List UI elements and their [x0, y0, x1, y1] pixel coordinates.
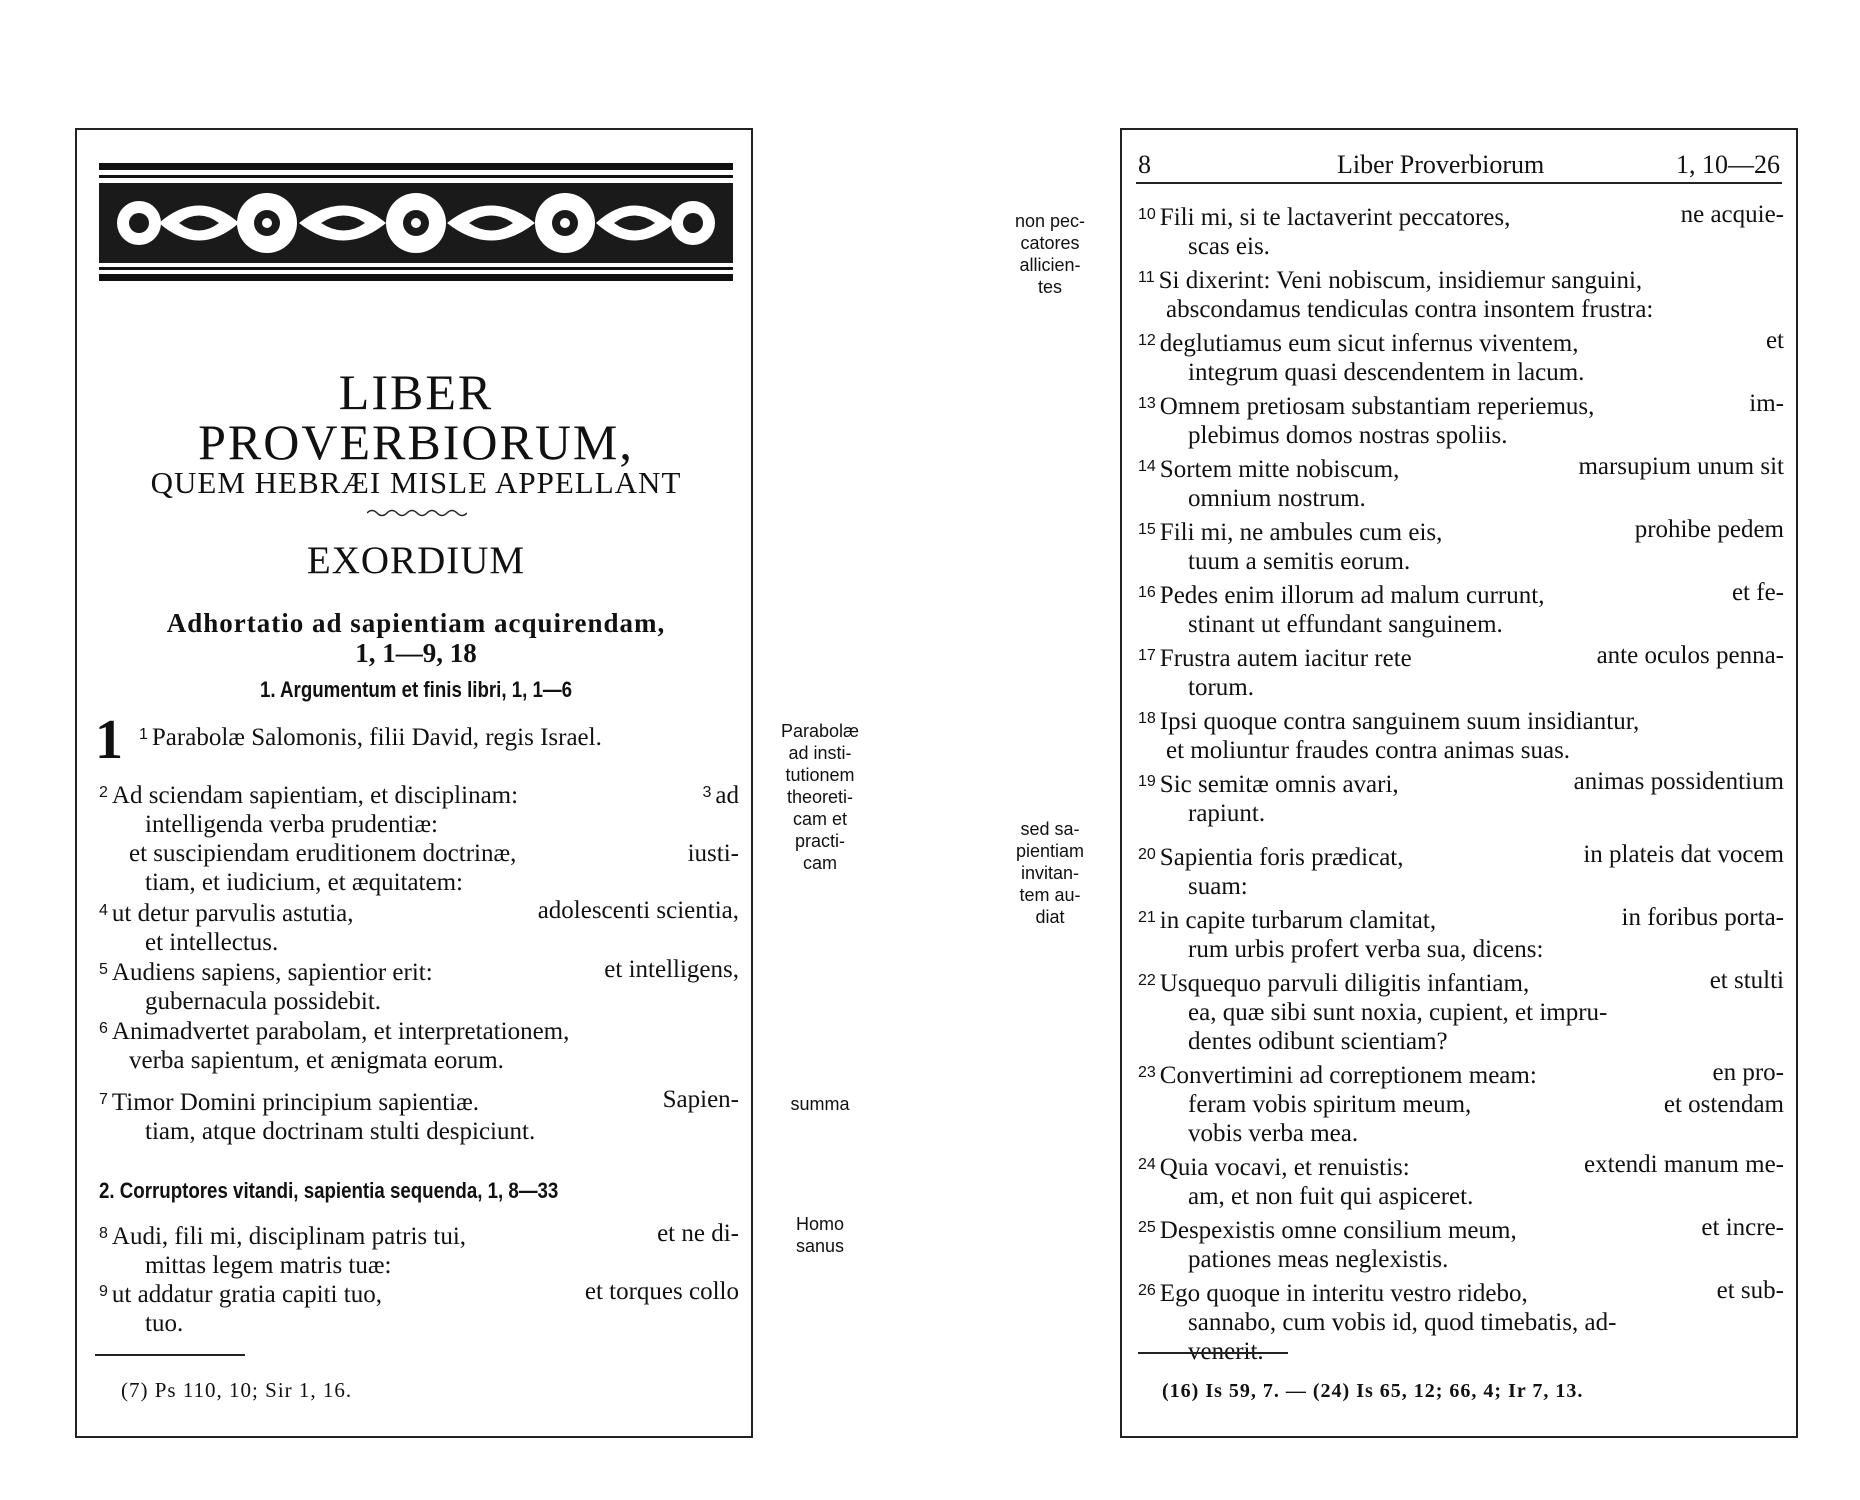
verse-line [1138, 421, 1784, 450]
verse-text: ea, quæ sibi sunt noxia, cupient, et impru- [1188, 999, 1608, 1026]
verse-text: animas possidentium [1573, 768, 1784, 795]
margin-note-line: summa [790, 1094, 850, 1114]
verse-text: et ostendam [1663, 1091, 1784, 1118]
verse-text: ante oculos penna- [1596, 642, 1784, 669]
margin-note-line: invitan- [1020, 863, 1080, 883]
verse-start [1138, 1058, 1537, 1090]
section-1-heading: 1. Argumentum et finis libri, 1, 1—6 [259, 677, 573, 702]
verse-7: $^7$ Timor Domini principium sapientiæ. Sapien- tiam, atque doctrinam stulti despiciunt. [99, 1086, 739, 1145]
verse-8: $^8$ Audi, fili mi, disciplinam patris tui, et ne di- mittas legem matris tuæ: [99, 1220, 739, 1279]
margin-note-line: tes [1037, 277, 1062, 297]
verse-number: 26 [1138, 1282, 1156, 1299]
verse-text: vobis verba mea. [1188, 1120, 1359, 1147]
verse-start [1138, 767, 1399, 799]
verse-line [1138, 1058, 1784, 1090]
verse-number: 24 [1138, 1156, 1156, 1173]
margin-note-line: ad insti- [788, 743, 852, 763]
running-title: Liber Proverbiorum [1337, 150, 1545, 179]
verse-text: stinant ut effundant sanguinem. [1188, 611, 1503, 638]
right-page [1120, 128, 1798, 1438]
verse-text: Ipsi quoque contra sanguinem suum insidiantur, [1159, 708, 1640, 735]
verse-line [1138, 903, 1784, 935]
verse-text: suam: [1188, 873, 1248, 900]
margin-note-line: Homo [795, 1214, 844, 1234]
verse-number: 15 [1138, 521, 1156, 538]
verses-2-3: $^2$ Ad sciendam sapientiam, et disciplinam: $^3$ ad intelligenda verba prudentiæ: et suscipiendam eruditionem doctrinæ, iusti- tiam, et iudicium, et æquitatem: [99, 782, 739, 896]
verse-text: Omnem pretiosam substantiam reperiemus, [1159, 393, 1595, 420]
margin-note-summa [755, 1093, 885, 1115]
verse-line [1138, 799, 1784, 828]
margin-note-line: catores [1020, 233, 1080, 253]
verse-text: et [1765, 327, 1784, 354]
header-rule [1136, 182, 1782, 184]
verse-number: 16 [1138, 584, 1156, 601]
verse-text: tuum a semitis eorum. [1188, 548, 1411, 575]
verse-13 [1138, 389, 1784, 450]
margin-note-line: tutionem [785, 765, 855, 785]
margin-note-line: sanus [795, 1236, 845, 1256]
verse-number: 23 [1138, 1064, 1156, 1081]
verse-start [1138, 1213, 1517, 1245]
verse-10 [1138, 200, 1784, 261]
verse-line [1138, 232, 1784, 261]
verse-number: 13 [1138, 395, 1156, 412]
subheading: Adhortatio ad sapientiam acquirendam, [166, 608, 666, 638]
right-verses [1138, 200, 1784, 1368]
verse-line [1138, 1119, 1784, 1148]
verse-number: 17 [1138, 647, 1156, 664]
verse-number: 19 [1138, 773, 1156, 790]
verse-text: et incre- [1701, 1214, 1784, 1241]
verse-16 [1138, 578, 1784, 639]
verse-text: Ego quoque in interitu vestro ridebo, [1159, 1280, 1528, 1307]
verse-number: 22 [1138, 972, 1156, 989]
verse-line [1138, 1276, 1784, 1308]
verse-number: 20 [1138, 846, 1156, 863]
verse-19 [1138, 767, 1784, 828]
verse-5: $^5$ Audiens sapiens, sapientior erit: et intelligens, gubernacula possidebit. [99, 956, 739, 1015]
verse-text: Despexistis omne consilium meum, [1159, 1217, 1517, 1244]
verse-number: 11 [1138, 269, 1155, 286]
margin-note-line: non pec- [1014, 211, 1086, 231]
verse-20 [1138, 840, 1784, 901]
verse-line [1138, 1027, 1784, 1056]
margin-note-line: theoreti- [786, 787, 854, 807]
verse-line [1138, 673, 1784, 702]
verse-text: et moliuntur fraudes contra animas suas. [1166, 737, 1571, 764]
verse-text: marsupium unum sit [1578, 453, 1784, 480]
verse-start [1138, 389, 1594, 421]
title-line-2: PROVERBIORUM, [198, 414, 634, 470]
verse-number: 21 [1138, 909, 1156, 926]
verse-line [1138, 767, 1784, 799]
verse-line [1138, 358, 1784, 387]
left-page [75, 128, 753, 1438]
verse-text: im- [1749, 390, 1784, 417]
verse-text: abscondamus tendiculas contra insontem frustra: [1166, 296, 1654, 323]
margin-note-parabolae [755, 720, 885, 874]
margin-note-line: sed sa- [1020, 819, 1080, 839]
verse-text: in plateis dat vocem [1583, 841, 1784, 868]
verse-text: plebimus domos nostras spoliis. [1188, 422, 1508, 449]
verse-text: torum. [1188, 674, 1254, 701]
verse-line [1138, 998, 1784, 1027]
chapter-range: 1, 10—26 [1676, 150, 1780, 179]
verse-text: ne acquie- [1680, 201, 1784, 228]
verse-line [1138, 1213, 1784, 1245]
verse-line [1138, 578, 1784, 610]
verse-text: et sub- [1716, 1277, 1784, 1304]
tilde-divider-icon [367, 508, 467, 518]
ornamental-border-icon [99, 163, 733, 281]
margin-note-line: practi- [794, 831, 845, 851]
verse-text: sannabo, cum vobis id, quod timebatis, ad- [1188, 1309, 1617, 1336]
verse-line [1138, 389, 1784, 421]
title-line-3: QUEM HEBRÆI MISLE APPELLANT [150, 465, 682, 500]
margin-note-line: cam et [792, 809, 848, 829]
verse-start [1138, 903, 1436, 935]
verse-line [1138, 840, 1784, 872]
verse-line [1138, 1245, 1784, 1274]
verse-text: Pedes enim illorum ad malum currunt, [1159, 582, 1545, 609]
verse-text: Quia vocavi, et renuistis: [1159, 1154, 1410, 1181]
verse-text: am, et non fuit qui aspiceret. [1188, 1183, 1474, 1210]
title-line-1: LIBER [338, 364, 494, 420]
verse-line [1138, 295, 1784, 324]
verse-text: rapiunt. [1188, 800, 1266, 827]
verse-number: 10 [1138, 206, 1156, 223]
verse-9: $^9$ ut addatur gratia capiti tuo, et torques collo tuo. [99, 1278, 739, 1337]
verse-start [1138, 200, 1510, 232]
verse-1: $^1$ Parabolæ Salomonis, filii David, regis Israel. [139, 724, 602, 751]
margin-note-line: Parabolæ [780, 721, 860, 741]
verse-text: prohibe pedem [1634, 516, 1784, 543]
verse-text: feram vobis spiritum meum, [1188, 1091, 1472, 1118]
verse-start [1138, 267, 1642, 294]
verse-4: $^4$ ut detur parvulis astutia, adolescenti scientia, et intellectus. [99, 897, 739, 956]
verse-text: en pro- [1712, 1059, 1784, 1086]
verse-text: venerit. [1188, 1338, 1264, 1365]
verse-line [1138, 200, 1784, 232]
verse-text: Sic semitæ omnis avari, [1159, 771, 1399, 798]
verse-text: Si dixerint: Veni nobiscum, insidiemur sanguini, [1158, 267, 1643, 294]
verse-number: 14 [1138, 458, 1156, 475]
verse-text: in foribus porta- [1621, 904, 1784, 931]
footnote-rule-right [1138, 1352, 1288, 1354]
verse-text: integrum quasi descendentem in lacum. [1188, 359, 1585, 386]
footnote-rule [95, 1354, 245, 1356]
verse-text: Fili mi, ne ambules cum eis, [1159, 519, 1443, 546]
verse-start [1138, 641, 1412, 673]
verse-text: Sapientia foris prædicat, [1159, 844, 1404, 871]
verse-line [1138, 1150, 1784, 1182]
subheading-ref: 1, 1—9, 18 [355, 638, 477, 668]
verse-18 [1138, 704, 1784, 765]
verse-line [1138, 515, 1784, 547]
verse-line [1138, 547, 1784, 576]
margin-note-line: cam [802, 853, 837, 873]
verse-line [1138, 452, 1784, 484]
margin-note-non-peccatores [985, 210, 1115, 298]
verse-text: deglutiamus eum sicut infernus viventem, [1159, 330, 1579, 357]
verse-text: Convertimini ad correptionem meam: [1159, 1062, 1537, 1089]
verse-24 [1138, 1150, 1784, 1211]
verse-text: et stulti [1709, 967, 1784, 994]
footnote: (7) Ps 110, 10; Sir 1, 16. [121, 1378, 353, 1402]
margin-note-homo [755, 1213, 885, 1257]
verse-14 [1138, 452, 1784, 513]
verse-line [1138, 326, 1784, 358]
margin-note-line: diat [1035, 907, 1065, 927]
verse-start [1138, 515, 1442, 547]
verse-start [1138, 452, 1399, 484]
verse-15 [1138, 515, 1784, 576]
footnote-right: (16) Is 59, 7. — (24) Is 65, 12; 66, 4; Ir 7, 13. [1162, 1380, 1584, 1402]
verse-22 [1138, 966, 1784, 1056]
margin-note-line: tem au- [1019, 885, 1081, 905]
verse-23 [1138, 1058, 1784, 1148]
verse-line [1138, 1090, 1784, 1119]
verse-line [1138, 872, 1784, 901]
verse-text: Usquequo parvuli diligitis infantiam, [1159, 970, 1530, 997]
verse-text: Fili mi, si te lactaverint peccatores, [1159, 204, 1511, 231]
verse-12 [1138, 326, 1784, 387]
verse-line [1138, 641, 1784, 673]
verse-number: 25 [1138, 1219, 1156, 1236]
verse-start [1138, 1276, 1528, 1308]
margin-note-sed-sapientiam [985, 818, 1115, 928]
verse-text: pationes meas neglexistis. [1188, 1246, 1449, 1273]
verse-line [1138, 966, 1784, 998]
verse-line [1138, 1308, 1784, 1337]
verse-line [1138, 484, 1784, 513]
verse-line [1138, 263, 1784, 295]
verse-11 [1138, 263, 1784, 324]
verse-start [1138, 578, 1544, 610]
verse-line [1138, 736, 1784, 765]
verse-text: omnium nostrum. [1188, 485, 1366, 512]
verse-25 [1138, 1213, 1784, 1274]
verse-17 [1138, 641, 1784, 702]
verse-line [1138, 1182, 1784, 1211]
verse-text: in capite turbarum clamitat, [1159, 907, 1437, 934]
page-number: 8 [1138, 150, 1151, 179]
verse-text: scas eis. [1188, 233, 1270, 260]
verse-start [1138, 708, 1639, 735]
section-2-heading: 2. Corruptores vitandi, sapientia sequenda, 1, 8—33 [99, 1178, 559, 1203]
verse-text: extendi manum me- [1584, 1151, 1784, 1178]
verse-text: et fe- [1731, 579, 1784, 606]
verse-start [1138, 966, 1529, 998]
margin-note-line: pientiam [1015, 841, 1085, 861]
verse-line [1138, 704, 1784, 736]
verse-21 [1138, 903, 1784, 964]
verse-start [1138, 326, 1578, 358]
verse-text: Frustra autem iacitur rete [1159, 645, 1412, 672]
verse-number: 12 [1138, 332, 1156, 349]
verse-line [1138, 610, 1784, 639]
verse-start [1138, 840, 1404, 872]
verse-number: 18 [1138, 710, 1156, 727]
verse-text: Sortem mitte nobiscum, [1159, 456, 1400, 483]
chapter-number: 1 [95, 709, 123, 771]
exordium-heading: EXORDIUM [306, 539, 526, 582]
margin-note-line: allicien- [1019, 255, 1081, 275]
verse-text: rum urbis profert verba sua, dicens: [1188, 936, 1544, 963]
verse-line [1138, 935, 1784, 964]
verse-start [1138, 1150, 1410, 1182]
verse-6: $^6$ Animadvertet parabolam, et interpretationem, verba sapientum, et ænigmata eorum. [99, 1018, 570, 1074]
verse-text: dentes odibunt scientiam? [1188, 1028, 1448, 1055]
